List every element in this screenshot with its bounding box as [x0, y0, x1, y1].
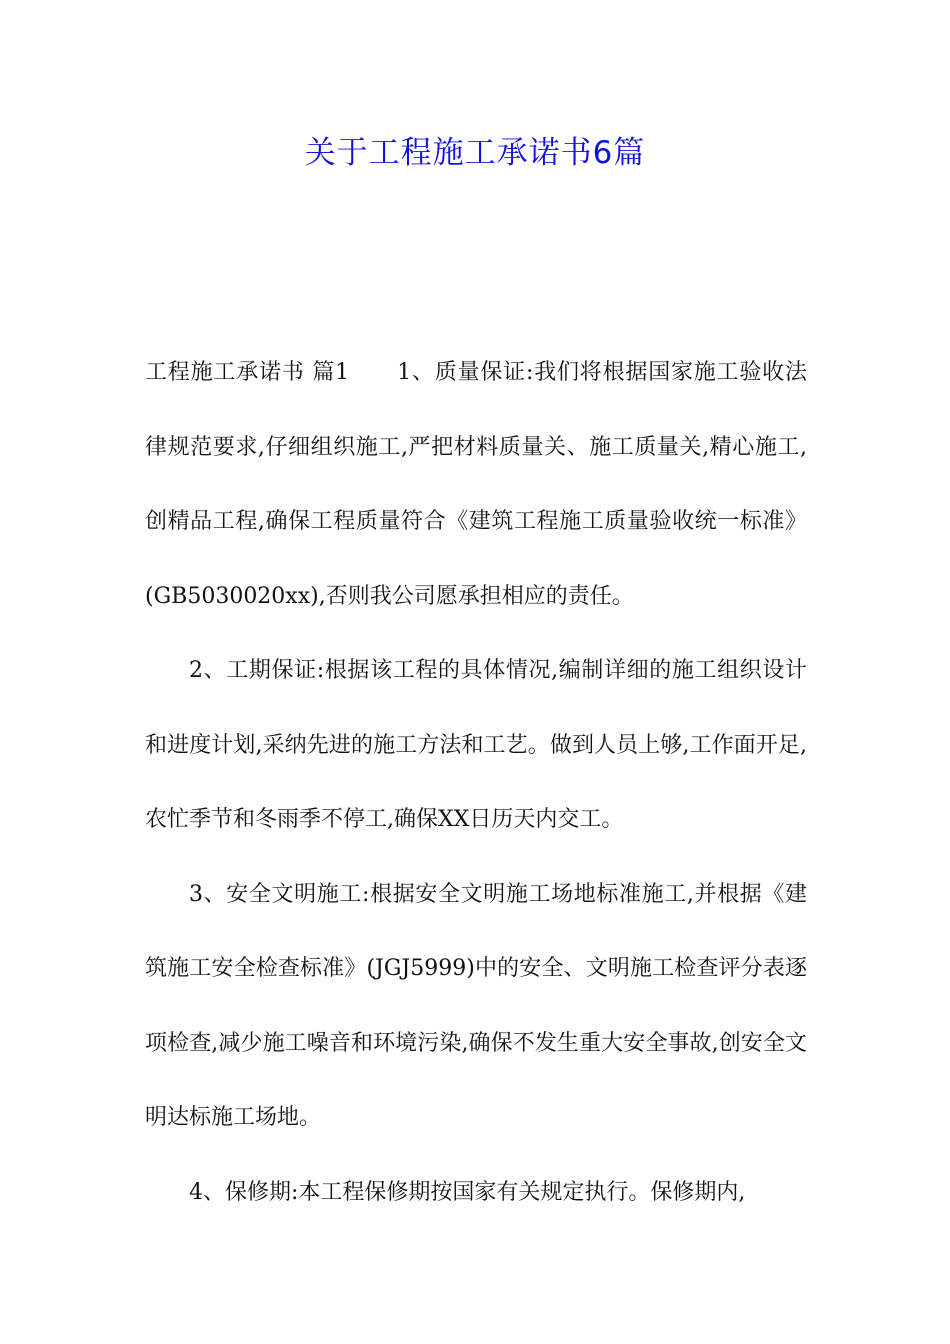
paragraph-warranty: 4、保修期:本工程保修期按国家有关规定执行。保修期内, [189, 1179, 746, 1205]
document-body [145, 336, 807, 1230]
section-label: 工程施工承诺书 篇1 [145, 360, 350, 385]
paragraph-safety: 3、安全文明施工:根据安全文明施工场地标准施工,并根据《建筑施工安全检查标准》(JGJ5999)中的安全、文明施工检查评分表逐项检查,减少施工噪音和环境污染,确保不发生重大安全事故,创安全文明达标施工场地。 [145, 881, 807, 1130]
paragraph-quality-text: 1、质量保证:我们将根据国家施工验收法律规范要求,仔细组织施工,严把材料质量关、施工质量关,精心施工,创精品工程,确保工程质量符合《建筑工程施工质量验收统一标准》(GB5030020xx),否则我公司愿承担相应的责任。 [145, 360, 807, 609]
paragraph-schedule: 2、工期保证:根据该工程的具体情况,编制详细的施工组织设计和进度计划,采纳先进的施工方法和工艺。做到人员上够,工作面开足,农忙季节和冬雨季不停工,确保XX日历天内交工。 [145, 658, 807, 832]
paragraph-quality [145, 336, 807, 634]
document-title: 关于工程施工承诺书6篇 [304, 135, 646, 171]
